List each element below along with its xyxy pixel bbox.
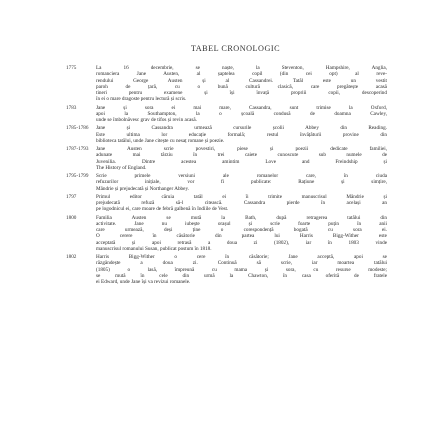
entry-text-line: Mândrie și prejudecată și Northanger Abbey. — [96, 185, 190, 192]
entry-text-line: Jane Austen scrie povestiri, piese și poezii dedicate familiei, — [96, 146, 387, 152]
entry-text-line: paroh de țară, cu o bună cultură clasică, care pregătește acasă — [96, 83, 387, 90]
entry-text — [96, 105, 387, 124]
entry-text — [96, 194, 387, 213]
entry-year: 1800 — [66, 214, 77, 221]
entry-text-line: apoi la Southampton, la o școală condusă de doamna Cawley, — [96, 110, 387, 117]
entry-year: 1775 — [66, 65, 77, 71]
entry-year: 1787-1793 — [66, 146, 89, 152]
entry-text-line: rendului George Austen și al Cassandrei. Tatăl este un vestit — [96, 77, 387, 84]
chronology-entry — [66, 173, 387, 192]
entry-text-line: Scrie primele versiuni ale romanelor care, în ciuda — [96, 173, 387, 179]
entry-text-line: în ei o mare dragoste pentru lectură și scris. — [96, 96, 187, 103]
entry-text-line: biblioteca tatălui, unde Jane citește cu nesaț romane și poezie. — [96, 137, 225, 144]
entry-text-line: care urmează, deși ține o corespondență bogată cu sora ei. — [96, 227, 387, 233]
chronology-entry — [66, 194, 387, 213]
entry-text-line: (1805) o lasă, împreună cu mama și sora, cu resurse modeste; — [96, 266, 387, 273]
entry-text-line: tineri pentru examene și își învață propriii copii, descoperind — [96, 90, 387, 96]
entry-text — [96, 146, 387, 171]
entry-text-line: Familia Austen se mută la Bath, după retragerea tatălui din — [96, 214, 387, 221]
entry-text-line: se mută în cele din urmă la Chawton, în casa oferită de fratele — [96, 272, 387, 279]
chronology-entry — [66, 146, 387, 171]
entry-year: 1785-1786 — [66, 125, 89, 132]
entry-text-line: răzgândește a doua zi. Continuă să scrie, iar moartea tatălui — [96, 260, 387, 267]
entry-text-line: Este ultima lor educație formală; restul învățăturii provine din — [96, 131, 387, 138]
entry-text-line: The History of England. — [96, 164, 147, 171]
entry-text-line: pe logodnicul ei, care moare de febră galbenă în Indiile de Vest. — [96, 206, 229, 213]
entry-text-line: refuzurilor inițiale, vor fi publicate: Rațiune și simțire, — [96, 179, 387, 186]
entry-text-line: adunate mai târziu în trei caiete cunoscute sub numele de — [96, 152, 387, 159]
entry-year: 1802 — [66, 254, 77, 260]
entry-text-line: Primul editor căruia tatăl ei îi trimite manuscrisul Mândrie și — [96, 193, 387, 200]
entry-text-line: O cerere în căsătorie din partea lui Harris Bigg-Wither este — [96, 233, 387, 240]
entry-text-line: manuscrisul romanului Susan, publicat postum în 1818. — [96, 245, 212, 252]
entry-text — [96, 125, 387, 144]
chronology-entry — [66, 65, 387, 103]
chronology-list — [66, 65, 387, 285]
chronology-entry — [66, 254, 387, 285]
entry-text-line: Jane și sora ei mai mare, Cassandra, sunt trimise la Oxford, — [96, 104, 387, 111]
entry-text-line: prejudecată refuză să-l citească. Cassandra pierde în același an — [96, 200, 387, 206]
entry-year: 1783 — [66, 104, 77, 111]
entry-year: 1795-1799 — [66, 173, 89, 179]
entry-text-line: romanciera Jane Austen, al șaptelea copil (din cei opt) al reve- — [96, 71, 387, 78]
entry-text — [96, 173, 387, 192]
entry-text-line: activitate. Jane nu iubește orașul și scrie foarte puțin în anii — [96, 220, 387, 227]
entry-text-line: acceptată și apoi retrasă a doua zi (1802), iar în 1803 vinde — [96, 239, 387, 246]
entry-text-line: unde se îmbolnăvesc grav de tifos și revin acasă. — [96, 117, 197, 123]
entry-text-line: Harris Bigg-Wither o cere în căsătorie; Jane acceptă, apoi se — [96, 254, 387, 260]
chronology-entry — [66, 125, 387, 144]
entry-text-line: Jane și Cassandra urmează cursurile școlii Abbey din Reading. — [96, 125, 387, 132]
entry-text-line: ei Edward, unde Jane își va revizui romanele. — [96, 279, 191, 285]
entry-text-line: La 16 decembrie, se naște, la Steventon, Hampshire, Anglia, — [96, 65, 387, 71]
chronology-entry — [66, 215, 387, 253]
entry-year: 1797 — [66, 193, 77, 200]
entry-text — [96, 254, 387, 285]
chronology-entry — [66, 105, 387, 124]
entry-text-line: Juvenilia. Dintre acestea amintim Love and Freindship și — [96, 158, 387, 165]
page-title: TABEL CRONOLOGIC — [190, 44, 281, 53]
entry-text — [96, 65, 387, 103]
entry-text — [96, 215, 387, 253]
